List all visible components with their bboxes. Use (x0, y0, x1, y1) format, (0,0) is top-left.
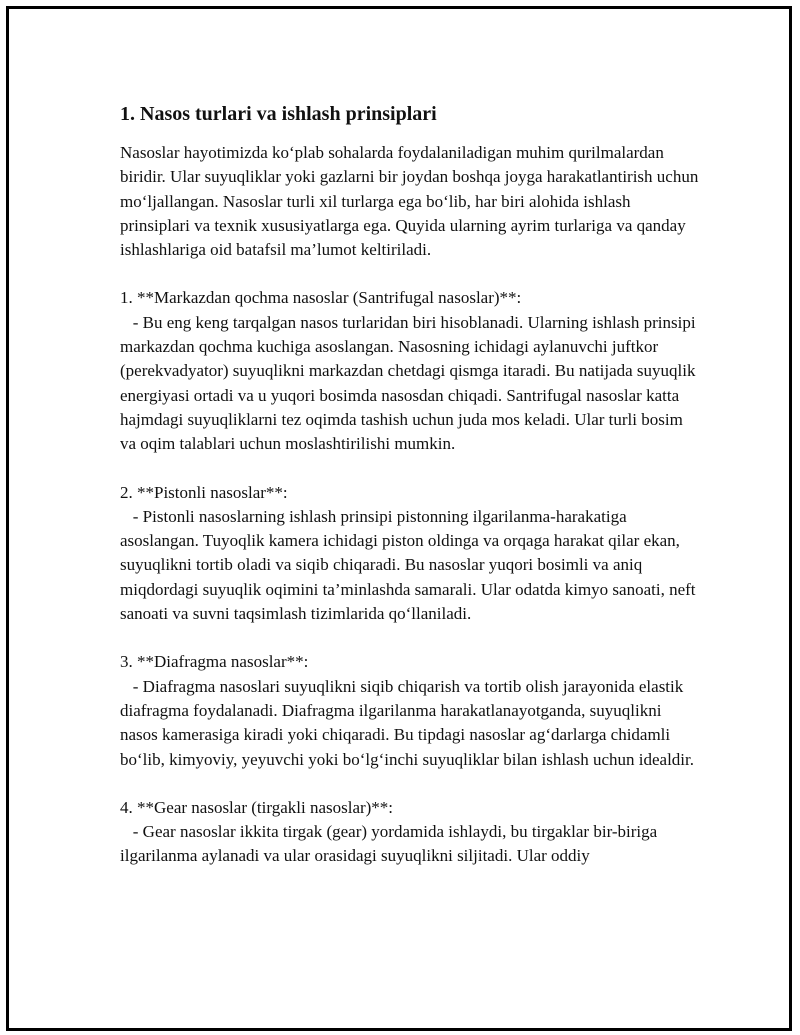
bullet-dash: - (120, 822, 143, 842)
bullet-dash: - (120, 506, 143, 526)
section-4-body (120, 822, 657, 865)
section-3 (120, 650, 700, 771)
section-2-text: Pistonli nasoslarning ishlash prinsipi pistonning ilgarilanma-harakatiga asoslangan. Tuyoqlik kamera ichidagi piston oldinga va orqaga harakat qilar ekan, suyuqlikni tortib oladi va siqib chiqaradi. Bu nasoslar yuqori bosimli va aniq miqdordagi suyuqlik oqimini ta’minlashda samarali. Ular odatda kimyo sanoati, neft sanoati va suvni taqsimlash tizimlarida qo‘llaniladi. (120, 506, 696, 624)
section-4 (120, 796, 700, 869)
section-1-body (120, 313, 696, 453)
document-page (6, 6, 792, 1031)
section-3-heading: 3. **Diafragma nasoslar**: (120, 652, 309, 672)
document-title: 1. Nasos turlari va ishlash prinsiplari (120, 103, 437, 125)
section-1 (120, 286, 700, 456)
section-2-body (120, 507, 696, 623)
section-1-text: Bu eng keng tarqalgan nasos turlaridan biri hisoblanadi. Ularning ishlash prinsipi markazdan qochma kuchiga asoslangan. Nasosning ichidagi aylanuvchi juftkor (perekvadyator) suyuqlikni markazdan chetdagi qismga itaradi. Bu natijada suyuqlik energiyasi ortadi va u yuqori bosimda nasosdan chiqadi. Santrifugal nasoslar katta hajmdagi suyuqliklarni tez oqimda tashish uchun juda mos keladi. Ular turli bosim va oqim talablari uchun moslashtirilishi mumkin. (120, 312, 696, 454)
section-1-heading: 1. **Markazdan qochma nasoslar (Santrifugal nasoslar)**: (120, 288, 522, 308)
section-2-heading: 2. **Pistonli nasoslar**: (120, 482, 288, 502)
bullet-dash: - (120, 676, 143, 696)
section-3-body (120, 677, 694, 769)
section-4-heading: 4. **Gear nasoslar (tirgakli nasoslar)**: (120, 797, 394, 817)
section-2 (120, 481, 700, 627)
section-3-text: Diafragma nasoslari suyuqlikni siqib chiqarish va tortib olish jarayonida elastik diafragma foydalanadi. Diafragma ilgarilanma harakatlanayotganda, suyuqlikni nasos kamerasiga kiradi yoki chiqaradi. Bu tipdagi nasoslar ag‘darlarga chidamli bo‘lib, kimyoviy, yeyuvchi yoki bo‘lg‘inchi suyuqliklar bilan ishlash uchun idealdir. (120, 676, 694, 769)
document-content (120, 101, 700, 893)
section-4-text: Gear nasoslar ikkita tirgak (gear) yordamida ishlaydi, bu tirgaklar bir-biriga ilgarilanma aylanadi va ular orasidagi suyuqlikni siljitadi. Ular oddiy (120, 822, 658, 866)
bullet-dash: - (120, 312, 143, 332)
intro-paragraph: Nasoslar hayotimizda ko‘plab sohalarda foydalaniladigan muhim qurilmalardan biridir. Ular suyuqliklar yoki gazlarni bir joydan boshqa joyga harakatlantirish uchun mo‘ljallangan. Nasoslar turli xil turlarga ega bo‘lib, har biri alohida ishlash prinsiplari va texnik xususiyatlarga ega. Quyida ularning ayrim turlariga va qanday ishlashlariga oid batafsil ma’lumot keltiriladi. (120, 143, 699, 260)
